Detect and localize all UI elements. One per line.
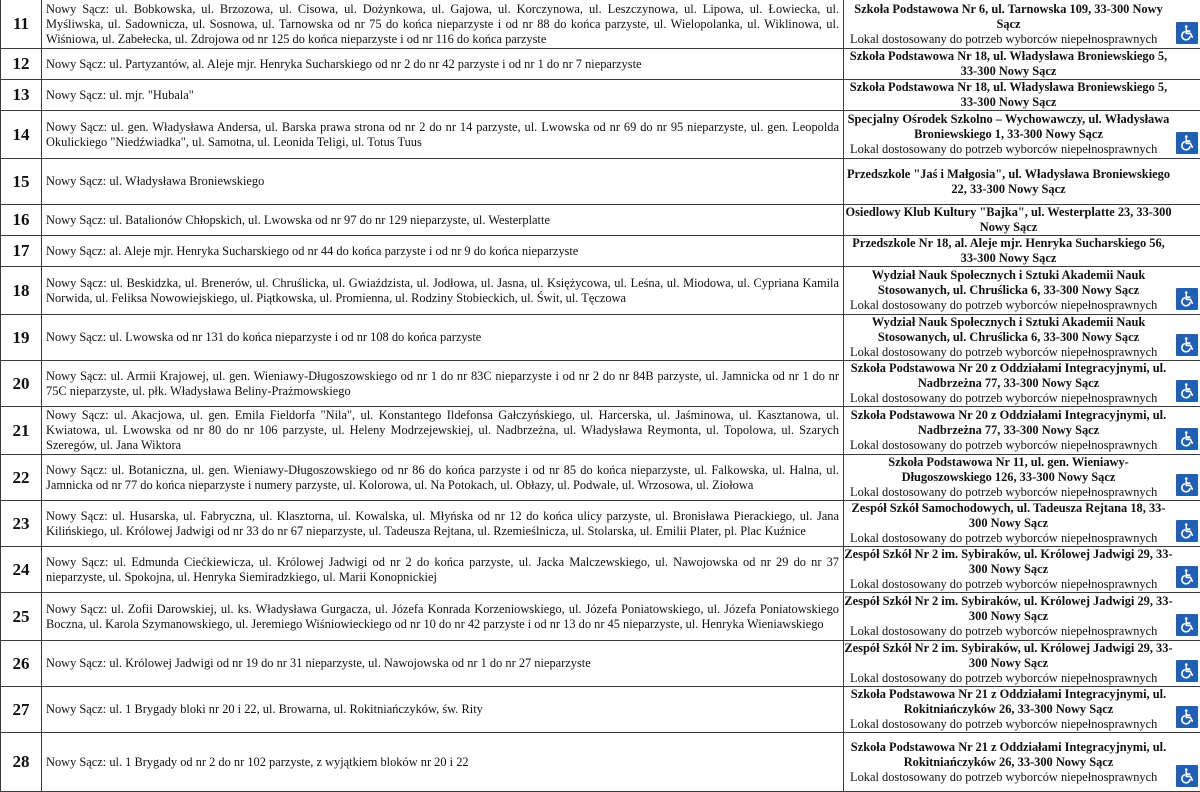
polling-station [844, 641, 1200, 687]
district-number: 12 [1, 49, 42, 80]
polling-station-address: Przedszkole Nr 18, al. Aleje mjr. Henryka Sucharskiego 56, 33-300 Nowy Sącz [844, 236, 1173, 266]
wheelchair-icon [1176, 380, 1198, 402]
district-number: 24 [1, 547, 42, 593]
district-area: Nowy Sącz: ul. Edmunda Ciećkiewicza, ul. Królowej Jadwigi od nr 2 do końca parzyste, ul. Jacka Malczewskiego, ul. Nawojowska od nr 29 do nr 37 nieparzyste, ul. Spokojna, ul. Henryka Siemiradzkiego, ul. Marii Konopnickiej [42, 547, 844, 593]
table-row [1, 733, 1200, 792]
polling-station [844, 547, 1200, 593]
table-row [1, 205, 1200, 236]
district-number: 26 [1, 641, 42, 687]
polling-station-address: Szkoła Podstawowa Nr 21 z Oddziałami Integracyjnymi, ul. Rokitniańczyków 26, 33-300 Nowy Sącz [844, 740, 1173, 770]
district-number: 14 [1, 111, 42, 159]
wheelchair-icon [1176, 428, 1198, 450]
district-number: 16 [1, 205, 42, 236]
table-row [1, 593, 1200, 641]
polling-station [844, 267, 1200, 315]
accessibility-note: Lokal dostosowany do potrzeb wyborców niepełnosprawnych [844, 531, 1173, 546]
accessibility-note: Lokal dostosowany do potrzeb wyborców niepełnosprawnych [844, 298, 1173, 313]
accessibility-note: Lokal dostosowany do potrzeb wyborców niepełnosprawnych [844, 717, 1173, 732]
polling-station-address: Zespół Szkół Nr 2 im. Sybiraków, ul. Królowej Jadwigi 29, 33-300 Nowy Sącz [844, 594, 1173, 624]
table-row [1, 687, 1200, 733]
table-row [1, 159, 1200, 205]
polling-station-address: Szkoła Podstawowa Nr 6, ul. Tarnowska 109, 33-300 Nowy Sącz [844, 2, 1173, 32]
district-area: Nowy Sącz: ul. Armii Krajowej, ul. gen. Wieniawy-Długoszowskiego od nr 1 do nr 83C nieparzyste i od nr 2 do nr 84B parzyste, ul. Jamnicka od nr 1 do nr 75C nieparzyste, ul. płk. Władysława Beliny-Prażmowskiego [42, 361, 844, 407]
accessibility-note: Lokal dostosowany do potrzeb wyborców niepełnosprawnych [844, 671, 1173, 686]
polling-station-address: Przedszkole "Jaś i Małgosia", ul. Władysława Broniewskiego 22, 33-300 Nowy Sącz [844, 167, 1173, 197]
district-area: Nowy Sącz: ul. mjr. "Hubala" [42, 80, 844, 111]
polling-station-address: Szkoła Podstawowa Nr 18, ul. Władysława Broniewskiego 5, 33-300 Nowy Sącz [844, 80, 1173, 110]
polling-station [844, 236, 1200, 267]
district-number: 28 [1, 733, 42, 792]
polling-station-address: Szkoła Podstawowa Nr 20 z Oddziałami Integracyjnymi, ul. Nadbrzeżna 77, 33-300 Nowy Sącz [844, 408, 1173, 438]
district-number: 25 [1, 593, 42, 641]
table-row [1, 501, 1200, 547]
polling-station [844, 593, 1200, 641]
wheelchair-icon [1176, 288, 1198, 310]
table-row [1, 0, 1200, 49]
accessibility-note: Lokal dostosowany do potrzeb wyborców niepełnosprawnych [844, 391, 1173, 406]
district-number: 17 [1, 236, 42, 267]
district-number: 21 [1, 407, 42, 455]
district-number: 19 [1, 315, 42, 361]
polling-station-address: Szkoła Podstawowa Nr 11, ul. gen. Wieniawy-Długoszowskiego 126, 33-300 Nowy Sącz [844, 455, 1173, 485]
polling-station [844, 205, 1200, 236]
polling-station [844, 80, 1200, 111]
district-area: Nowy Sącz: ul. Batalionów Chłopskich, ul. Lwowska od nr 97 do nr 129 nieparzyste, ul. Westerplatte [42, 205, 844, 236]
district-number: 13 [1, 80, 42, 111]
polling-station-address: Zespół Szkół Nr 2 im. Sybiraków, ul. Królowej Jadwigi 29, 33-300 Nowy Sącz [844, 547, 1173, 577]
district-area: Nowy Sącz: al. Aleje mjr. Henryka Sucharskiego od nr 44 do końca parzyste i od nr 9 do końca nieparzyste [42, 236, 844, 267]
polling-station [844, 501, 1200, 547]
polling-station [844, 0, 1200, 49]
wheelchair-icon [1176, 520, 1198, 542]
polling-station-address: Szkoła Podstawowa Nr 21 z Oddziałami Integracyjnymi, ul. Rokitniańczyków 26, 33-300 Nowy Sącz [844, 687, 1173, 717]
polling-station [844, 407, 1200, 455]
wheelchair-icon [1176, 706, 1198, 728]
district-area: Nowy Sącz: ul. Lwowska od nr 131 do końca nieparzyste i od nr 108 do końca parzyste [42, 315, 844, 361]
polling-station [844, 361, 1200, 407]
district-area: Nowy Sącz: ul. Bobkowska, ul. Brzozowa, ul. Cisowa, ul. Dożynkowa, ul. Gajowa, ul. Korczynowa, ul. Leszczynowa, ul. Lipowa, ul. Łowiecka, ul. Myśliwska, ul. Sadownicza, ul. Sosnowa, ul. Tarnowska od nr 75 do końca nieparzyste i od nr 88 do końca parzyste, ul. Wielopolanka, ul. Wiklinowa, ul. Wiśniowa, ul. Zabełecka, ul. Zdrojowa od nr 125 do końca nieparzyste i od nr 116 do końca parzyste [42, 0, 844, 49]
polling-station-address: Wydział Nauk Społecznych i Sztuki Akademii Nauk Stosowanych, ul. Chruślicka 6, 33-300 Nowy Sącz [844, 315, 1173, 345]
polling-station [844, 315, 1200, 361]
polling-station [844, 111, 1200, 159]
wheelchair-icon [1176, 334, 1198, 356]
table-row [1, 49, 1200, 80]
district-area: Nowy Sącz: ul. gen. Władysława Andersa, ul. Barska prawa strona od nr 2 do nr 14 parzyste, ul. Lwowska od nr 69 do nr 95 nieparzyste, ul. gen. Leopolda Okulickiego "Niedźwiadka", ul. Samotna, ul. Leonida Teligi, ul. Totus Tuus [42, 111, 844, 159]
district-area: Nowy Sącz: ul. Beskidzka, ul. Brenerów, ul. Chruślicka, ul. Gwiaździsta, ul. Jodłowa, ul. Jasna, ul. Księżycowa, ul. Leśna, ul. Miodowa, ul. Cypriana Kamila Norwida, ul. Feliksa Nowowiejskiego, ul. Piątkowska, ul. Promienna, ul. Rodziny Stobieckich, ul. Świt, ul. Tęczowa [42, 267, 844, 315]
accessibility-note: Lokal dostosowany do potrzeb wyborców niepełnosprawnych [844, 345, 1173, 360]
district-area: Nowy Sącz: ul. Władysława Broniewskiego [42, 159, 844, 205]
wheelchair-icon [1176, 614, 1198, 636]
district-area: Nowy Sącz: ul. Zofii Darowskiej, ul. ks. Władysława Gurgacza, ul. Józefa Konrada Korzeniowskiego, ul. Józefa Poniatowskiego, ul. Józefa Poniatowskiego Boczna, ul. Karola Szymanowskiego, ul. Jeremiego Wiśniowieckiego od nr 10 do nr 42 parzyste i od nr 13 do nr 45 nieparzyste, ul. Henryka Wieniawskiego [42, 593, 844, 641]
district-number: 15 [1, 159, 42, 205]
polling-station-address: Specjalny Ośrodek Szkolno – Wychowawczy, ul. Władysława Broniewskiego 1, 33-300 Nowy Sącz [844, 112, 1173, 142]
wheelchair-icon [1176, 660, 1198, 682]
polling-station [844, 455, 1200, 501]
polling-station [844, 159, 1200, 205]
polling-station [844, 687, 1200, 733]
table-body [1, 0, 1200, 792]
polling-station-address: Zespół Szkół Samochodowych, ul. Tadeusza Rejtana 18, 33-300 Nowy Sącz [844, 501, 1173, 531]
accessibility-note: Lokal dostosowany do potrzeb wyborców niepełnosprawnych [844, 438, 1173, 453]
table-row [1, 111, 1200, 159]
accessibility-note: Lokal dostosowany do potrzeb wyborców niepełnosprawnych [844, 142, 1173, 157]
accessibility-note: Lokal dostosowany do potrzeb wyborców niepełnosprawnych [844, 32, 1173, 47]
table-row [1, 267, 1200, 315]
district-area: Nowy Sącz: ul. Botaniczna, ul. gen. Wieniawy-Długoszowskiego od nr 86 do końca parzyste i od nr 85 do końca nieparzyste, ul. Falkowska, ul. Halna, ul. Jamnicka od nr 77 do końca nieparzyste i numery parzyste, ul. Kolorowa, ul. Na Potokach, ul. Obłazy, ul. Podwale, ul. Wrzosowa, ul. Ziołowa [42, 455, 844, 501]
district-area: Nowy Sącz: ul. Partyzantów, al. Aleje mjr. Henryka Sucharskiego od nr 2 do nr 42 parzyste i od nr 1 do nr 7 nieparzyste [42, 49, 844, 80]
polling-station-address: Osiedlowy Klub Kultury "Bajka", ul. Westerplatte 23, 33-300 Nowy Sącz [844, 205, 1173, 235]
polling-station [844, 733, 1200, 792]
accessibility-note: Lokal dostosowany do potrzeb wyborców niepełnosprawnych [844, 485, 1173, 500]
wheelchair-icon [1176, 566, 1198, 588]
table-row [1, 641, 1200, 687]
wheelchair-icon [1176, 765, 1198, 787]
table-row [1, 80, 1200, 111]
accessibility-note: Lokal dostosowany do potrzeb wyborców niepełnosprawnych [844, 770, 1173, 785]
table-row [1, 361, 1200, 407]
table-row [1, 315, 1200, 361]
district-area: Nowy Sącz: ul. Akacjowa, ul. gen. Emila Fieldorfa "Nila", ul. Konstantego Ildefonsa Gałczyńskiego, ul. Harcerska, ul. Jaśminowa, ul. Kasztanowa, ul. Kwiatowa, ul. Lwowska od nr 80 do nr 106 parzyste, ul. Heleny Modrzejewskiej, ul. Nadbrzeżna, ul. Władysława Reymonta, ul. Topolowa, ul. Szarych Szeregów, ul. Jana Wiktora [42, 407, 844, 455]
district-number: 11 [1, 0, 42, 49]
accessibility-note: Lokal dostosowany do potrzeb wyborców niepełnosprawnych [844, 577, 1173, 592]
polling-station-address: Wydział Nauk Społecznych i Sztuki Akademii Nauk Stosowanych, ul. Chruślicka 6, 33-300 Nowy Sącz [844, 268, 1173, 298]
district-area: Nowy Sącz: ul. 1 Brygady od nr 2 do nr 102 parzyste, z wyjątkiem bloków nr 20 i 22 [42, 733, 844, 792]
wheelchair-icon [1176, 474, 1198, 496]
district-area: Nowy Sącz: ul. Husarska, ul. Fabryczna, ul. Klasztorna, ul. Kowalska, ul. Młyńska od nr 12 do końca ulicy parzyste, ul. Bronisława Pierackiego, ul. Jana Kilińskiego, ul. Królowej Jadwigi od nr 33 do nr 67 nieparzyste, ul. Tadeusza Rejtana, ul. Rzemieślnicza, ul. Stolarska, ul. Emilii Plater, pl. Plac Kuźnice [42, 501, 844, 547]
district-number: 22 [1, 455, 42, 501]
district-area: Nowy Sącz: ul. Królowej Jadwigi od nr 19 do nr 31 nieparzyste, ul. Nawojowska od nr 1 do nr 27 nieparzyste [42, 641, 844, 687]
district-number: 23 [1, 501, 42, 547]
district-number: 18 [1, 267, 42, 315]
table-row [1, 455, 1200, 501]
district-number: 27 [1, 687, 42, 733]
district-number: 20 [1, 361, 42, 407]
polling-station-address: Szkoła Podstawowa Nr 20 z Oddziałami Integracyjnymi, ul. Nadbrzeżna 77, 33-300 Nowy Sącz [844, 361, 1173, 391]
wheelchair-icon [1176, 22, 1198, 44]
polling-station-address: Szkoła Podstawowa Nr 18, ul. Władysława Broniewskiego 5, 33-300 Nowy Sącz [844, 49, 1173, 79]
accessibility-note: Lokal dostosowany do potrzeb wyborców niepełnosprawnych [844, 624, 1173, 639]
table-row [1, 547, 1200, 593]
district-area: Nowy Sącz: ul. 1 Brygady bloki nr 20 i 22, ul. Browarna, ul. Rokitniańczyków, św. Rity [42, 687, 844, 733]
polling-station-address: Zespół Szkół Nr 2 im. Sybiraków, ul. Królowej Jadwigi 29, 33-300 Nowy Sącz [844, 641, 1173, 671]
table-row [1, 236, 1200, 267]
polling-station [844, 49, 1200, 80]
table-row [1, 407, 1200, 455]
wheelchair-icon [1176, 132, 1198, 154]
